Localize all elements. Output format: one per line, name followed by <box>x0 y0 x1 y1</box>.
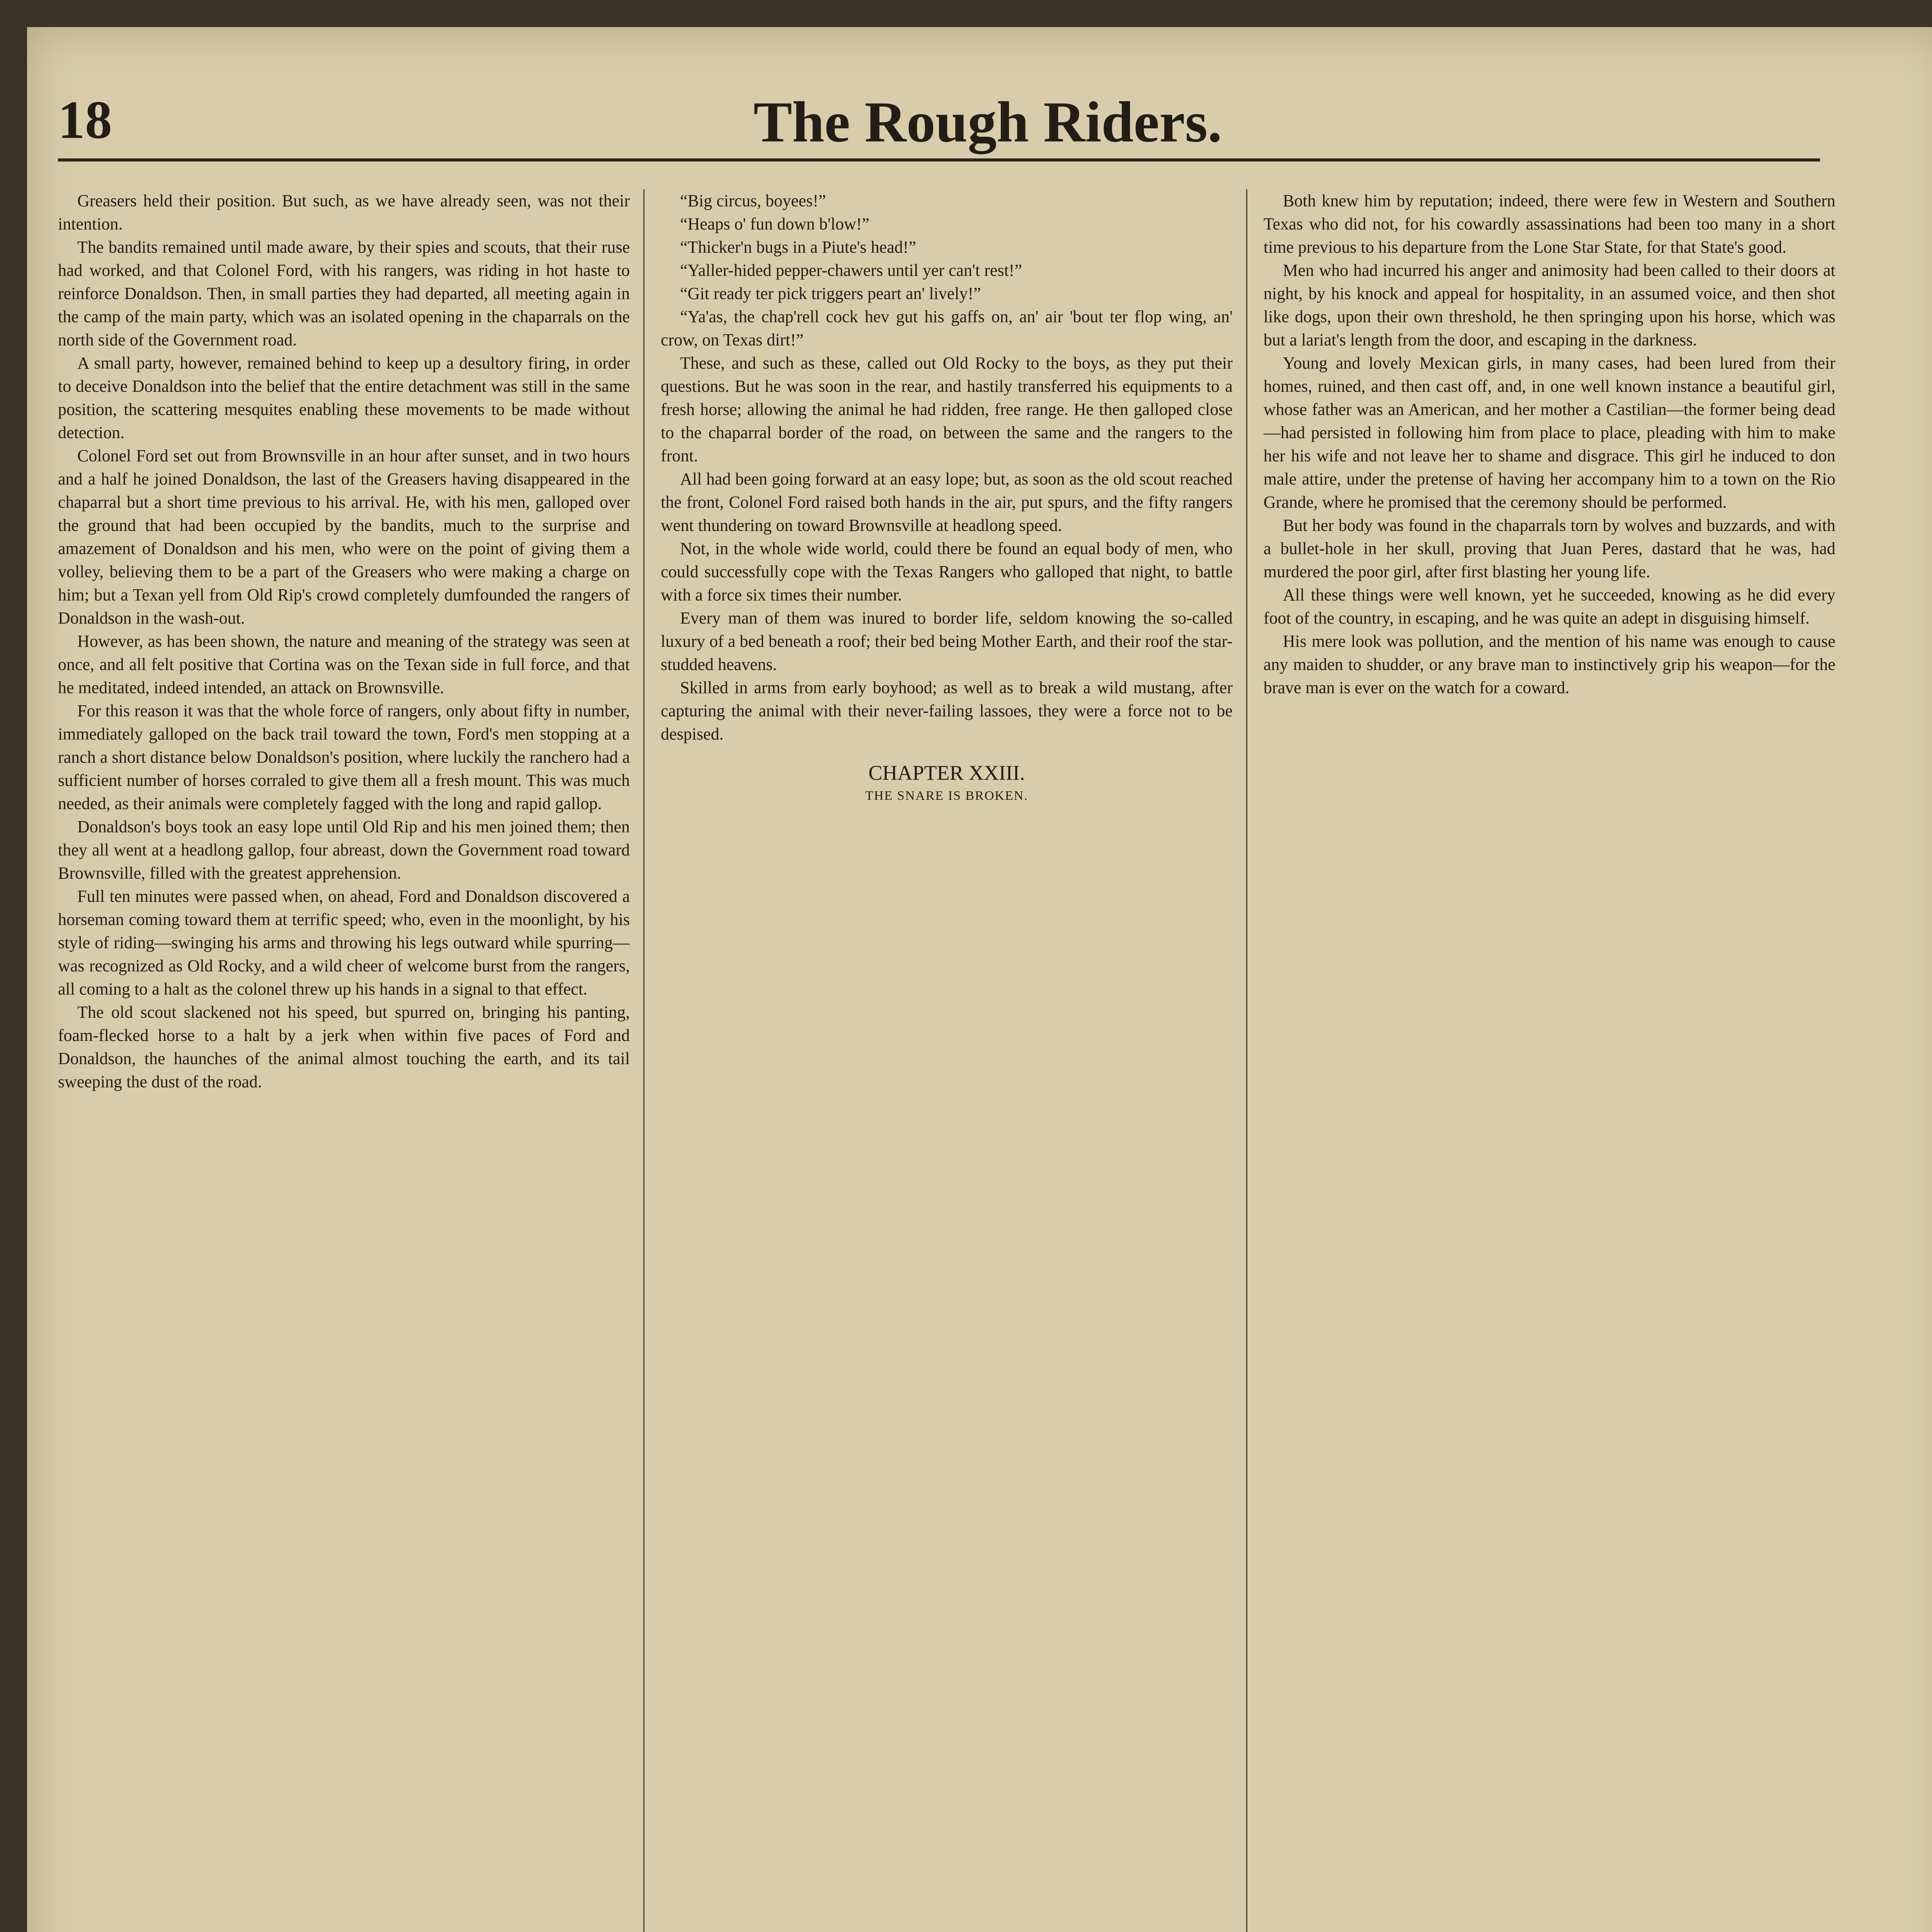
paragraph: “Yaller-hided pepper-chawers until yer can't rest!” <box>680 261 1022 280</box>
paragraph: Donaldson's boys took an easy lope until Old Rip and his men joined them; then they all went at a headlong gallop, four abreast, down the Government road toward Brownsville, filled with the greatest apprehension. <box>58 817 630 883</box>
paragraph: “Git ready ter pick triggers peart an' lively!” <box>680 284 981 303</box>
paragraph: Both knew him by reputation; indeed, there were few in Western and Southern Texas who did not, for his cowardly assassinations had been too many in a short time previous to his departure from the Lone Star State, for that State's good. <box>1264 191 1835 257</box>
paragraph: All had been going forward at an easy lope; but, as soon as the old scout reached the front, Colonel Ford raised both hands in the air, put spurs, and the fifty rangers went thundering on toward Brownsville at headlong speed. <box>661 469 1233 535</box>
paragraph: “Ya'as, the chap'rell cock hev gut his gaffs on, an' air 'bout ter flop wing, an' crow, on Texas dirt!” <box>661 307 1233 349</box>
paragraph: Not, in the whole wide world, could there be found an equal body of men, who could successfully cope with the Texas Rangers who galloped that night, to battle with a force six times their number. <box>661 539 1233 604</box>
column-divider <box>643 189 645 1932</box>
paragraph: These, and such as these, called out Old Rocky to the boys, as they put their questions. But he was soon in the rear, and hastily transferred his equipments to a fresh horse; allowing the animal he had ridden, free range. He then galloped close to the chaparral border of the road, on between the same and the rangers to the front. <box>661 354 1233 465</box>
paragraph: The bandits remained until made aware, by their spies and scouts, that their ruse had worked, and that Colonel Ford, with his rangers, was riding in hot haste to reinforce Donaldson. Then, in small parties they had departed, all meeting again in the camp of the main party, which was an isolated opening in the chaparrals on the north side of the Government road. <box>58 238 630 349</box>
chapter-heading: CHAPTER XXIII. <box>868 761 1025 784</box>
column-divider <box>1246 189 1247 1932</box>
column-2 <box>661 189 1233 1932</box>
paragraph: But her body was found in the chaparrals torn by wolves and buzzards, and with a bullet-hole in her skull, proving that Juan Peres, dastard that he was, had murdered the poor girl, after first blasting her young life. <box>1264 516 1835 581</box>
paragraph: Young and lovely Mexican girls, in many cases, had been lured from their homes, ruined, and then cast off, and, in one well known instance a beautiful girl, whose father was an American, and her mother a Castilian—the former being dead—had persisted in following him from place to place, pleading with him to make her his wife and not leave her to shame and disgrace. This girl he induced to don male attire, under the pretense of having her accompany him to a town on the Rio Grande, where he promised that the ceremony should be performed. <box>1264 354 1835 512</box>
paragraph: Colonel Ford set out from Brownsville in an hour after sunset, and in two hours and a half he joined Donaldson, the last of the Greasers having disappeared in the chaparral but a short time previous to his arrival. He, with his men, galloped over the ground that had been occupied by the bandits, much to the surprise and amazement of Donaldson and his men, who were on the point of giving them a volley, believing them to be a part of the Greasers who were making a charge on him; but a Texan yell from Old Rip's crowd completely dumfounded the rangers of Donaldson in the wash-out. <box>58 446 630 628</box>
paragraph: A small party, however, remained behind to keep up a desultory firing, in order to deceive Donaldson into the belief that the entire detachment was still in the same position, the scattering mesquites enabling these movements to be made without detection. <box>58 354 630 442</box>
paragraph: Men who had incurred his anger and animosity had been called to their doors at night, by his knock and appeal for hospitality, in an assumed voice, and then shot like dogs, upon their own threshold, he then springing upon his horse, which was but a lariat's length from the door, and escaping in the darkness. <box>1264 261 1835 349</box>
page-number: 18 <box>58 90 112 150</box>
paragraph: Greasers held their position. But such, as we have already seen, was not their intention. <box>58 191 630 233</box>
page-header <box>58 89 1835 155</box>
paragraph: Every man of them was inured to border life, seldom knowing the so-called luxury of a bed beneath a roof; their bed being Mother Earth, and their roof the star-studded heavens. <box>661 609 1233 674</box>
column-3 <box>1264 189 1835 1932</box>
paragraph: His mere look was pollution, and the mention of his name was enough to cause any maiden to shudder, or any brave man to instinctively grip his weapon—for the brave man is ever on the watch for a coward. <box>1264 632 1835 697</box>
paragraph: However, as has been shown, the nature and meaning of the strategy was seen at once, and all felt positive that Cortina was on the Texan side in full force, and that he meditated, indeed intended, an attack on Brownsville. <box>58 632 630 697</box>
paragraph: Skilled in arms from early boyhood; as well as to break a wild mustang, after capturing the animal with their never-failing lassoes, they were a force not to be despised. <box>661 678 1233 743</box>
paragraph: “Big circus, boyees!” <box>680 191 826 210</box>
column-1 <box>58 189 630 1932</box>
paragraph: All these things were well known, yet he succeeded, knowing as he did every foot of the country, in escaping, and he was quite an adept in disguising himself. <box>1264 585 1835 628</box>
paragraph: For this reason it was that the whole force of rangers, only about fifty in number, immediately galloped on the back trail toward the town, Ford's men stopping at a ranch a short distance below Donaldson's position, where luckily the ranchero had a sufficient number of horses corraled to give them all a fresh mount. This was much needed, as their animals were completely fagged with the long and rapid gallop. <box>58 701 630 813</box>
header-rule <box>58 158 1820 162</box>
paragraph: “Heaps o' fun down b'low!” <box>680 214 869 233</box>
chapter-subtitle: THE SNARE IS BROKEN. <box>865 789 1028 803</box>
newspaper-page <box>27 27 1932 1932</box>
paper-title: The Rough Riders. <box>753 90 1222 154</box>
paragraph: “Thicker'n bugs in a Piute's head!” <box>680 238 916 257</box>
paragraph: The old scout slackened not his speed, but spurred on, bringing his panting, foam-flecked horse to a halt by a jerk when within five paces of Ford and Donaldson, the haunches of the animal almost touching the earth, and its tail sweeping the dust of the road. <box>58 1003 630 1091</box>
paragraph: Full ten minutes were passed when, on ahead, Ford and Donaldson discovered a horseman coming toward them at terrific speed; who, even in the moonlight, by his style of riding—swinging his arms and throwing his legs outward while spurring—was recognized as Old Rocky, and a wild cheer of welcome burst from the rangers, all coming to a halt as the colonel threw up his hands in a signal to that effect. <box>58 887 630 998</box>
